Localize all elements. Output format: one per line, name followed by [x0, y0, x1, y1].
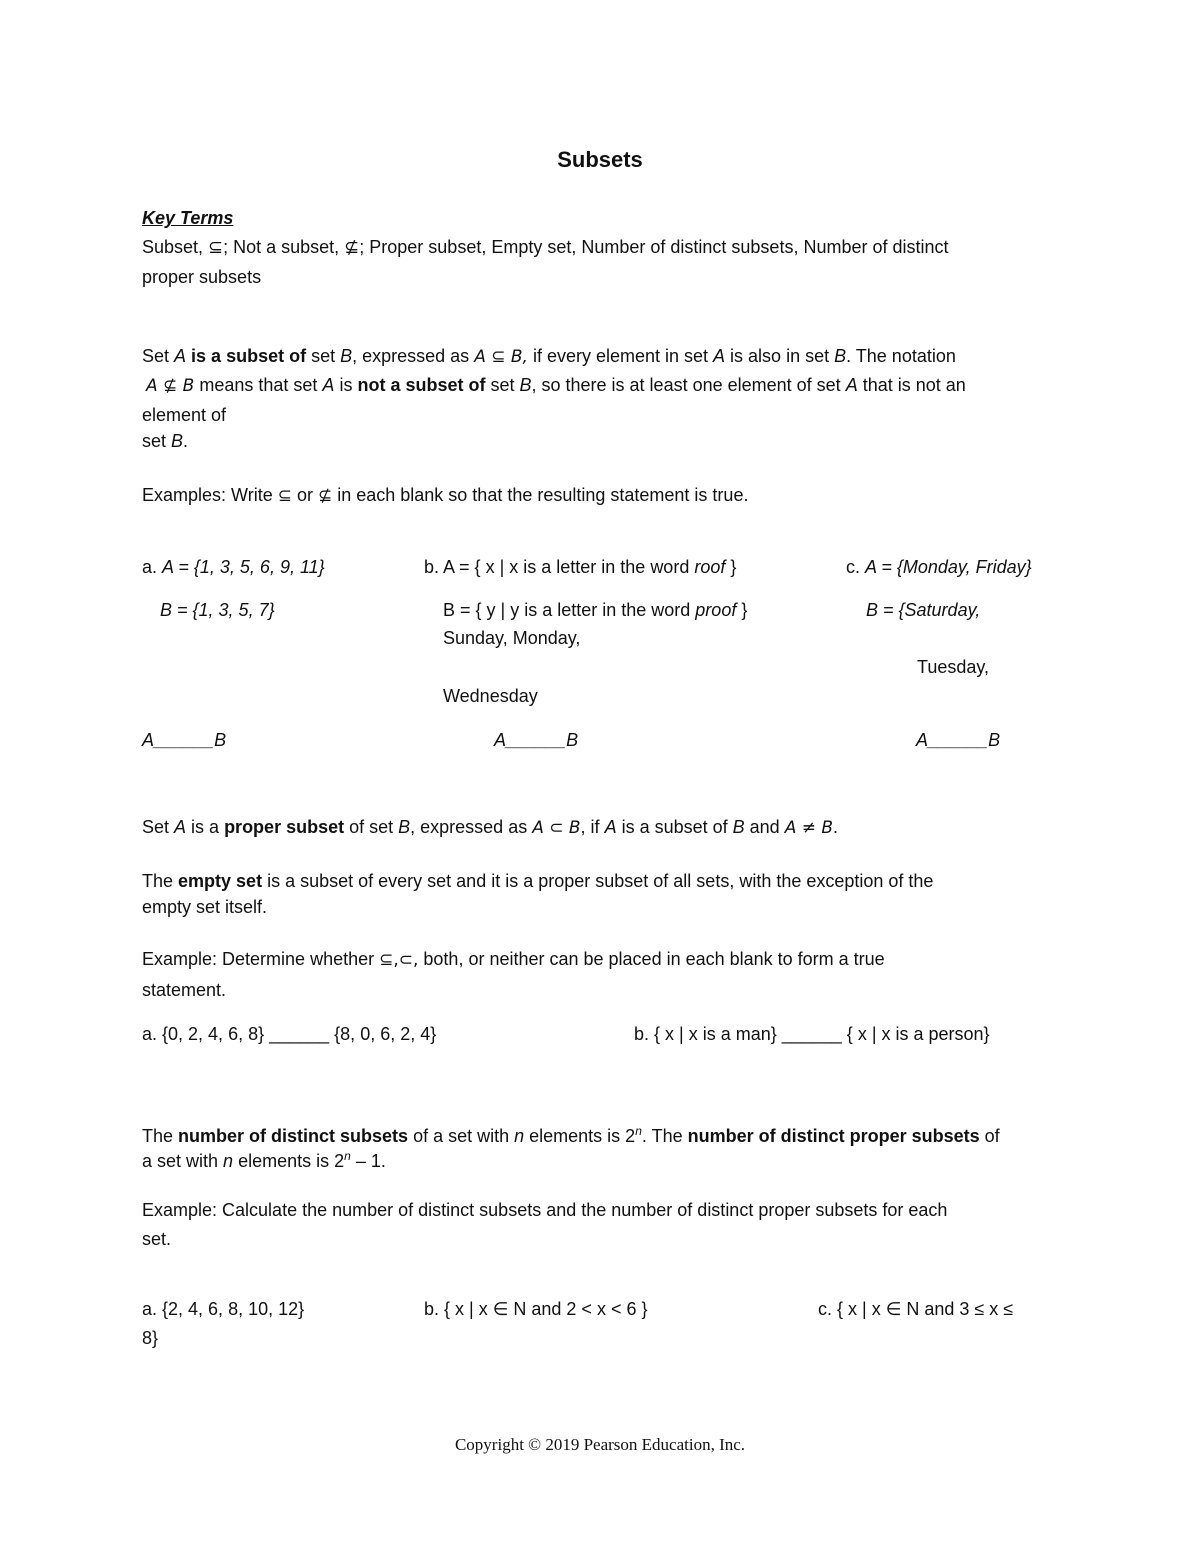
text: is also in set: [725, 346, 835, 366]
text: .: [833, 817, 839, 837]
subset-def-line-3: element of: [142, 405, 227, 425]
text: of a set with: [408, 1126, 515, 1146]
text: a set with: [142, 1151, 224, 1171]
example-b-extra-2: Wednesday: [443, 686, 538, 706]
term-number-distinct-subsets: number of distinct subsets: [178, 1126, 409, 1146]
word: roof: [694, 557, 726, 577]
subset-def-line-1: [142, 344, 956, 369]
subset-expression: A ⊆ B,: [474, 347, 528, 367]
key-terms-heading: Key Terms: [142, 208, 234, 228]
text: of set: [344, 817, 399, 837]
var-n: n: [223, 1151, 234, 1171]
set-b: B: [519, 375, 532, 395]
set-b: B: [834, 346, 847, 366]
text: , expressed as: [410, 817, 533, 837]
example3-a-continued: 8}: [142, 1328, 159, 1348]
text: The: [142, 1126, 179, 1146]
example2-instruction-line-2: statement.: [142, 980, 227, 1000]
example3-instruction-line-1: Example: Calculate the number of distinct subsets and the number of distinct proper subsets for each: [142, 1200, 948, 1220]
text: elements is 2: [524, 1126, 636, 1146]
page-title: Subsets: [557, 147, 643, 172]
text: is a: [186, 817, 225, 837]
text: Example: Determine whether: [142, 949, 380, 969]
example-a-set-a: [142, 555, 325, 579]
empty-set-def-line-2: empty set itself.: [142, 897, 268, 917]
label: b.: [424, 557, 444, 577]
text: , so there is at least one element of set: [531, 375, 846, 395]
example-c-set-a: [846, 555, 1032, 579]
text: in each blank so that the resulting statement is true.: [332, 485, 749, 505]
key-terms-line-2: proper subsets: [142, 267, 262, 287]
copyright-footer: Copyright © 2019 Pearson Education, Inc.: [454, 1435, 746, 1454]
set-a: A: [604, 817, 617, 837]
set-a: A: [174, 817, 187, 837]
subset-symbol: ⊆: [277, 486, 292, 506]
empty-set-def-line-1: [142, 869, 933, 893]
set-a: A: [174, 346, 187, 366]
text: means that set: [194, 375, 323, 395]
blank-a: A______B: [142, 730, 227, 750]
text: set: [485, 375, 520, 395]
example-b-set-a: [424, 555, 736, 579]
example3-c: c. { x | x ∈ N and 3 ≤ x ≤: [818, 1299, 1014, 1319]
example2-a: a. {0, 2, 4, 6, 8} ______ {8, 0, 6, 2, 4}: [142, 1024, 437, 1044]
blank-c: A______B: [916, 730, 1001, 750]
text: – 1.: [350, 1151, 386, 1171]
term-empty-set: empty set: [178, 871, 263, 891]
term-not-subset: not a subset of: [357, 375, 486, 395]
text: , expressed as: [352, 346, 475, 366]
text: that is not an: [857, 375, 966, 395]
set-definition: A = { x | x is a letter in the word: [443, 557, 695, 577]
text: set: [142, 431, 172, 451]
proper-subset-expression: A ⊂ B: [532, 818, 581, 838]
text: or: [291, 485, 318, 505]
text: set: [306, 346, 341, 366]
text: Examples: Write: [142, 485, 278, 505]
set-a: A: [845, 375, 858, 395]
text: of: [979, 1126, 1000, 1146]
example3-instruction-line-2: set.: [142, 1229, 172, 1249]
not-subset-expression: A ⊈ B: [146, 376, 195, 396]
text: . The: [641, 1126, 688, 1146]
blank-b: A______B: [494, 730, 579, 750]
text: Set: [142, 346, 175, 366]
example-a-set-b: B = {1, 3, 5, 7}: [160, 600, 275, 620]
label: a.: [142, 557, 158, 577]
proper-subset-def: [142, 815, 838, 840]
not-subset-symbol: ⊈: [317, 486, 333, 506]
term-subset: is a subset of: [186, 346, 307, 366]
subset-symbols: ⊆,⊂,: [379, 950, 419, 970]
text: both, or neither can be placed in each blank to form a true: [418, 949, 885, 969]
set-b: B: [398, 817, 411, 837]
example2-instruction-line-1: [142, 947, 885, 972]
text: is: [334, 375, 358, 395]
word: proof: [695, 600, 737, 620]
example3-a: a. {2, 4, 6, 8, 10, 12}: [142, 1299, 305, 1319]
text: is a subset of: [616, 817, 733, 837]
example-b-extra-1: Sunday, Monday,: [443, 628, 581, 648]
set-a: A: [322, 375, 335, 395]
text: Set: [142, 817, 175, 837]
text: , if: [580, 817, 605, 837]
example3-b: b. { x | x ∈ N and 2 < x < 6 }: [424, 1299, 648, 1319]
set-definition: A = {Monday, Friday}: [865, 557, 1032, 577]
label: c.: [846, 557, 866, 577]
text: }: [736, 600, 748, 620]
text: . The notation: [846, 346, 956, 366]
text: .: [183, 431, 189, 451]
text: and: [744, 817, 785, 837]
exponent-n: n: [344, 1149, 351, 1163]
text: The: [142, 871, 179, 891]
var-n: n: [514, 1126, 525, 1146]
examples-instruction: [142, 483, 748, 508]
not-equal-expression: A ≠ B: [784, 818, 834, 838]
example-c-extra: Tuesday,: [917, 657, 990, 677]
set-a: A: [713, 346, 726, 366]
set-definition: B = { y | y is a letter in the word: [443, 600, 696, 620]
term-proper-subset: proper subset: [224, 817, 345, 837]
text: elements is 2: [233, 1151, 345, 1171]
example2-b: b. { x | x is a man} ______ { x | x is a person}: [634, 1024, 990, 1044]
number-def-line-2: [142, 1144, 386, 1173]
set-b: B: [171, 431, 184, 451]
key-terms-line-1: Subset, ⊆; Not a subset, ⊈; Proper subset, Empty set, Number of distinct subsets, Number of distinct: [142, 237, 949, 257]
exponent-n: n: [635, 1124, 642, 1138]
text: if every element in set: [527, 346, 714, 366]
text: is a subset of every set and it is a proper subset of all sets, with the exception of the: [262, 871, 934, 891]
text: }: [725, 557, 737, 577]
example-c-set-b: B = {Saturday,: [866, 600, 981, 620]
set-b: B: [340, 346, 353, 366]
subset-def-line-4: [142, 429, 188, 453]
example-b-set-b: [443, 598, 747, 622]
set-definition: A = {1, 3, 5, 6, 9, 11}: [162, 557, 325, 577]
term-number-distinct-proper-subsets: number of distinct proper subsets: [687, 1126, 980, 1146]
subset-def-line-2: [146, 373, 966, 398]
set-b: B: [732, 817, 745, 837]
